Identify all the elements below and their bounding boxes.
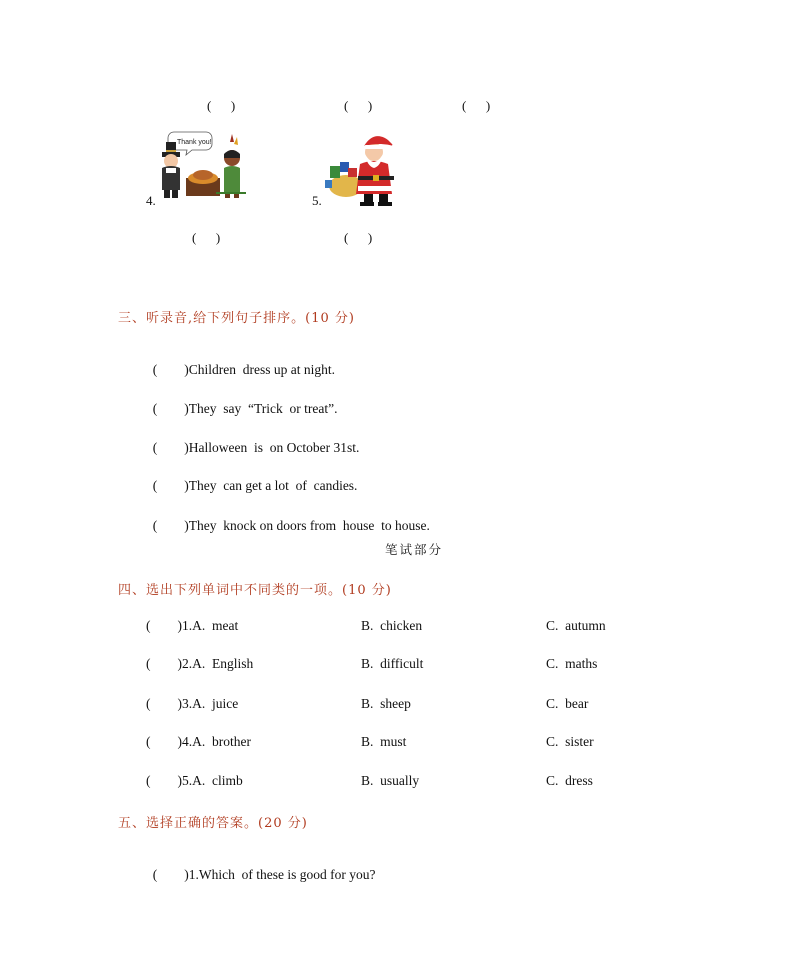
option-c: C. bear: [546, 696, 589, 711]
sentence-text: Halloween is on October 31st.: [188, 440, 360, 455]
answer-blank[interactable]: ( ): [344, 230, 373, 245]
answer-blank[interactable]: ( ): [152, 401, 189, 416]
option-a: 1.A. meat: [182, 618, 239, 633]
list-item: [146, 385, 337, 417]
option-c: C. autumn: [546, 618, 606, 633]
section-heading: 四、选出下列单词中不同类的一项。(10 分): [118, 583, 392, 598]
sentence-text: Children dress up at night.: [188, 362, 335, 377]
option-a: 5.A. climb: [182, 773, 243, 788]
speech-bubble-text: Thank you!: [177, 139, 212, 146]
list-item: [146, 502, 430, 534]
section-heading: 五、选择正确的答案。(20 分): [118, 816, 308, 831]
option-a: 2.A. English: [182, 656, 254, 671]
list-item: [146, 462, 357, 494]
option-a: 3.A. juice: [182, 696, 239, 711]
answer-blank[interactable]: ( ): [146, 618, 182, 633]
option-c: C. dress: [546, 773, 593, 788]
option-b: B. usually: [361, 773, 420, 788]
answer-blank[interactable]: ( ): [146, 696, 182, 711]
question-text: 1.Which of these is good for you?: [188, 867, 376, 882]
answer-blank[interactable]: ( ): [146, 656, 182, 671]
answer-blank[interactable]: ( ): [462, 98, 491, 113]
sentence-text: They knock on doors from house to house.: [188, 518, 430, 533]
option-b: B. sheep: [361, 696, 411, 711]
option-c: C. maths: [546, 656, 598, 671]
thanksgiving-illustration: [158, 128, 248, 202]
answer-blank[interactable]: ( ): [152, 440, 189, 455]
santa-claus-illustration: [324, 130, 400, 208]
option-b: B. chicken: [361, 618, 423, 633]
sentence-text: They can get a lot of candies.: [188, 478, 358, 493]
option-a: 4.A. brother: [182, 734, 251, 749]
list-item: [146, 424, 359, 456]
answer-blank[interactable]: ( ): [207, 98, 236, 113]
answer-blank[interactable]: ( ): [152, 518, 189, 533]
picture-item-number: 5.: [312, 193, 322, 208]
answer-blank[interactable]: ( ): [146, 773, 182, 788]
answer-blank[interactable]: ( ): [152, 867, 189, 882]
answer-blank[interactable]: ( ): [152, 362, 189, 377]
answer-blank[interactable]: ( ): [344, 98, 373, 113]
section-heading: 三、听录音,给下列句子排序。(10 分): [118, 311, 355, 326]
picture-item-number: 4.: [146, 193, 156, 208]
written-part-title: 笔试部分: [384, 542, 443, 557]
option-c: C. sister: [546, 734, 594, 749]
question-row: [146, 851, 375, 883]
option-b: B. difficult: [361, 656, 424, 671]
answer-blank[interactable]: ( ): [192, 230, 221, 245]
answer-blank[interactable]: ( ): [152, 478, 189, 493]
sentence-text: They say “Trick or treat”.: [188, 401, 338, 416]
option-b: B. must: [361, 734, 407, 749]
answer-blank[interactable]: ( ): [146, 734, 182, 749]
list-item: [146, 346, 335, 378]
